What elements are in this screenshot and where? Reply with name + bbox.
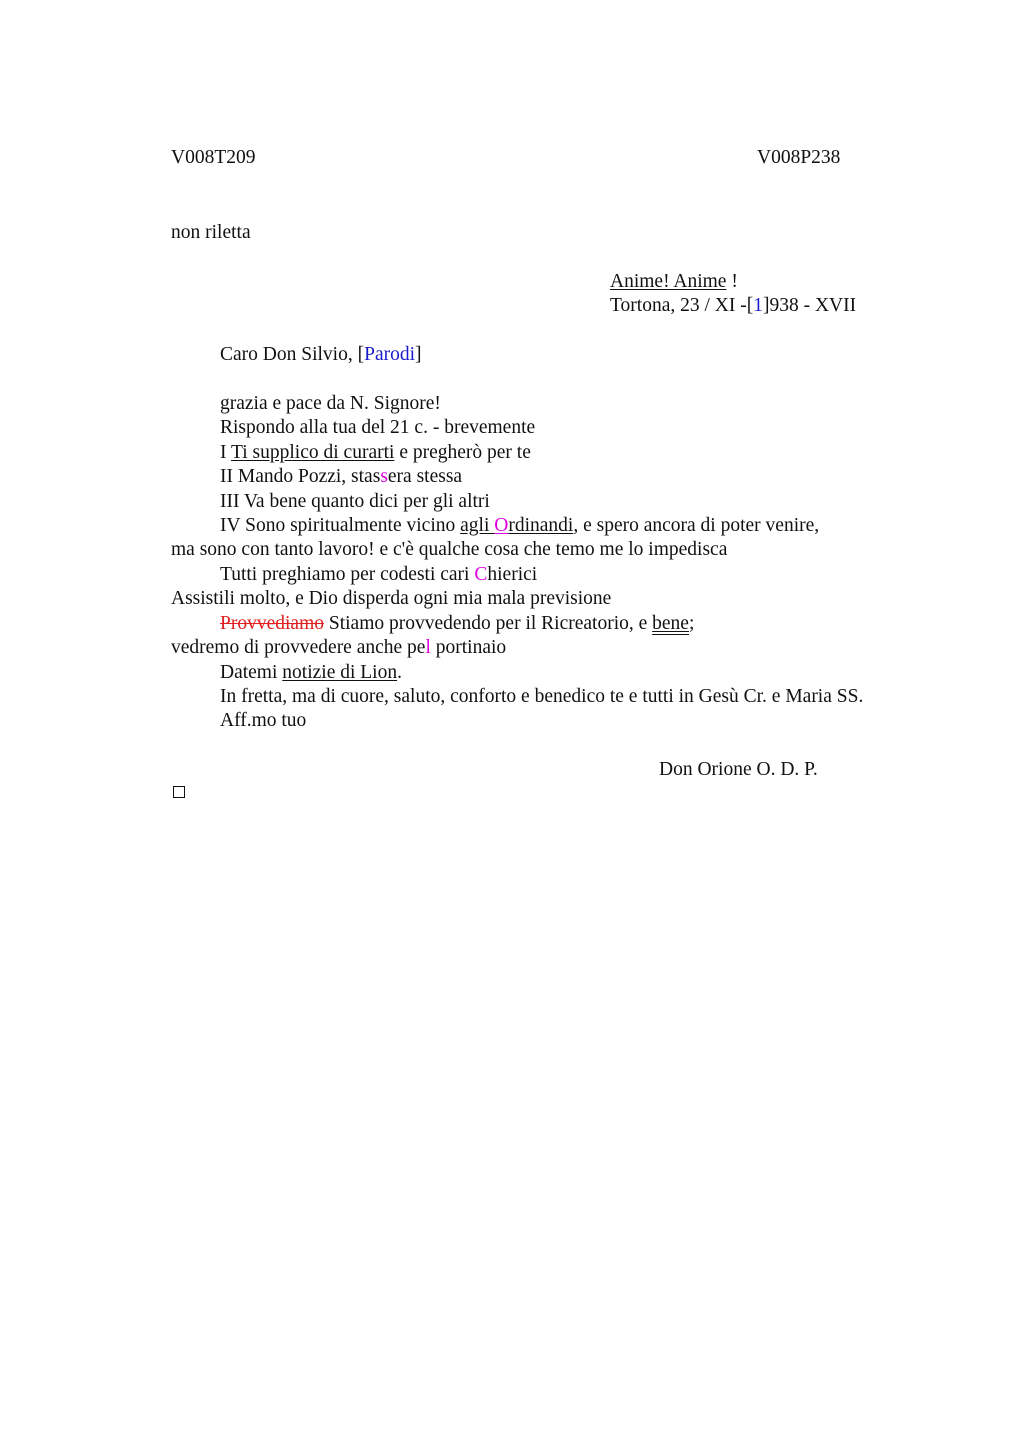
body-line-10-double-underlined: bene (652, 613, 689, 634)
body-line-4-b: era stessa (387, 466, 463, 487)
body-line-4-correction: s (380, 466, 388, 487)
archive-code-left: V008T209 (171, 147, 256, 168)
body-line-6-underlined-1: agli (460, 515, 495, 536)
body-line-11-correction: l (425, 637, 431, 658)
body-line-8 (220, 563, 537, 587)
motto-text: Anime! Anime (610, 271, 727, 292)
body-line-6 (220, 514, 819, 538)
body-line-3-a: I (220, 442, 232, 463)
body-line-3-underlined: Ti supplico di curarti (231, 442, 395, 463)
status-note: non riletta (171, 222, 251, 243)
body-line-9: Assistili molto, e Dio disperda ogni mia mala previsione (171, 588, 612, 609)
motto-end: ! (726, 271, 738, 292)
body-line-12-a: Datemi (220, 662, 283, 683)
body-line-4-a: II Mando Pozzi, stas (220, 466, 381, 487)
body-line-3 (220, 441, 531, 465)
body-line-6-b: , e spero ancora di poter venire, (573, 515, 820, 536)
body-line-8-b: hierici (487, 564, 538, 585)
body-line-12 (220, 661, 402, 685)
place-date-a: Tortona, 23 / XI - (610, 295, 747, 316)
body-line-6-a: IV Sono spiritualmente vicino (220, 515, 461, 536)
body-line-4 (220, 465, 462, 489)
body-line-13: In fretta, ma di cuore, saluto, conforto e benedico te e tutti in Gesù Cr. e Maria SS. (220, 686, 864, 707)
body-line-10-deleted: Provvediamo (220, 613, 324, 634)
salutation-surname: Parodi (364, 344, 416, 365)
body-line-10-a: Stiamo provvedendo per il Ricreatorio, e (323, 613, 653, 634)
body-line-2: Rispondo alla tua del 21 c. - brevemente (220, 417, 536, 438)
body-line-6-correction: O (494, 515, 509, 536)
dateline-place-date (610, 294, 856, 318)
signature: Don Orione O. D. P. (659, 759, 818, 780)
bracket-open: [ (746, 295, 754, 316)
body-line-11 (171, 636, 506, 660)
body-line-11-b: portinaio (430, 637, 507, 658)
salutation-text: Caro Don Silvio, (220, 344, 358, 365)
body-line-10-b: ; (688, 613, 695, 634)
place-date-b: 938 - XVII (769, 295, 857, 316)
body-line-5: III Va bene quanto dici per gli altri (220, 491, 490, 512)
body-line-14: Aff.mo tuo (220, 710, 307, 731)
body-line-1: grazia e pace da N. Signore! (220, 393, 441, 414)
body-line-3-b: e pregherò per te (394, 442, 531, 463)
body-line-8-correction: C (474, 564, 488, 585)
body-line-12-underlined: notizie di Lion (282, 662, 398, 683)
bracket-close: ] (762, 295, 770, 316)
body-line-10 (220, 612, 694, 636)
salutation-bracket-open: [ (357, 344, 365, 365)
salutation (220, 343, 422, 367)
archive-code-right: V008P238 (757, 147, 841, 168)
body-line-12-b: . (397, 662, 402, 683)
checkbox-icon[interactable] (173, 786, 185, 798)
body-line-6-underlined-2: rdinandi (508, 515, 574, 536)
body-line-11-a: vedremo di provvedere anche pe (171, 637, 426, 658)
body-line-8-a: Tutti preghiamo per codesti cari (220, 564, 475, 585)
salutation-bracket-close: ] (415, 344, 422, 365)
dateline-motto (610, 270, 738, 294)
year-prefix: 1 (753, 295, 763, 316)
body-line-7: ma sono con tanto lavoro! e c'è qualche cosa che temo me lo impedisca (171, 539, 728, 560)
